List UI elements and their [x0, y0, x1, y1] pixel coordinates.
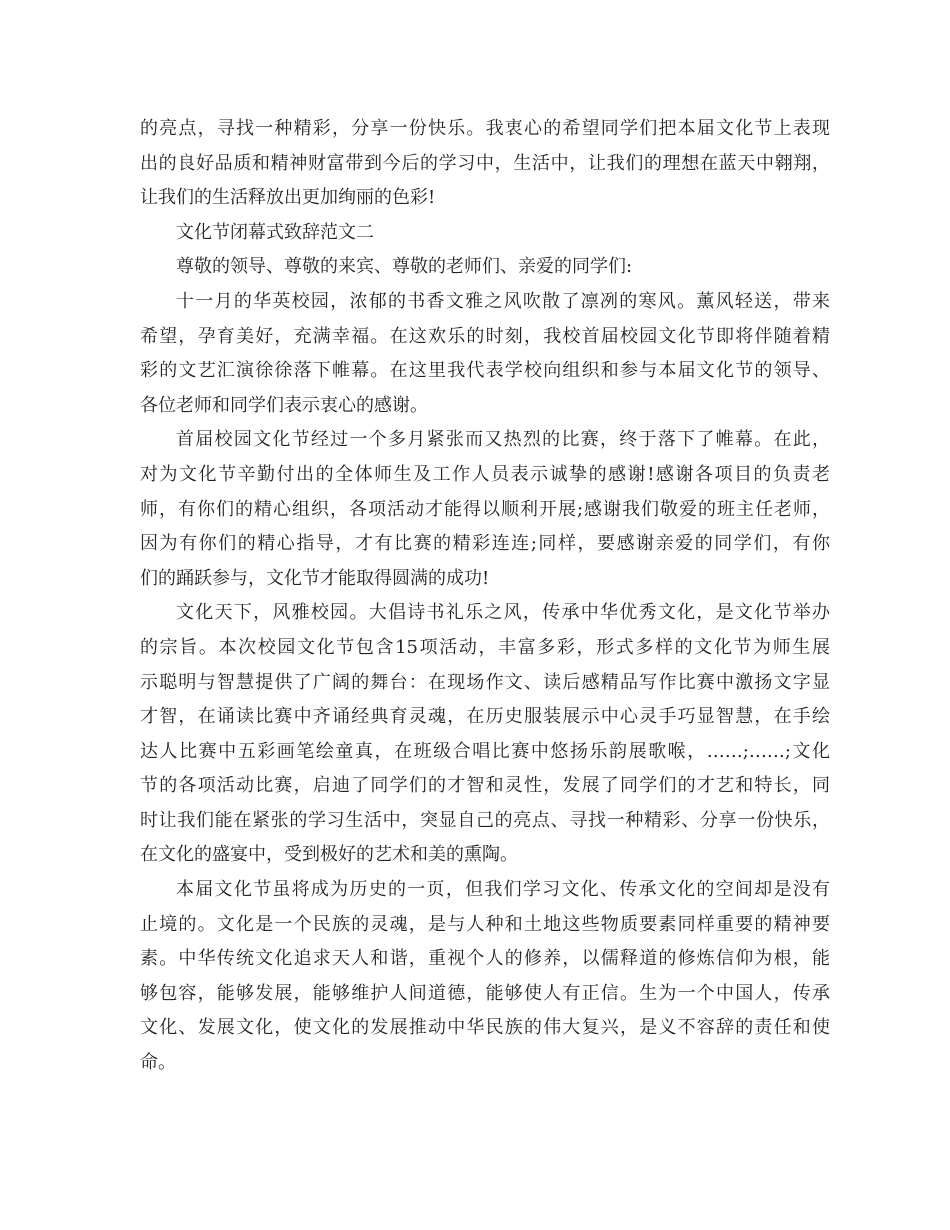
text-line: 师，有你们的精心组织，各项活动才能得以顺利开展;感谢我们敬爱的班主任老师，	[140, 498, 830, 520]
text-line: 首届校园文化节经过一个多月紧张而又热烈的比赛，终于落下了帷幕。在此，	[176, 429, 830, 451]
text-line: 素。中华传统文化追求天人和谐，重视个人的修养，以儒释道的修炼信仰为根，能	[140, 948, 830, 970]
text-line: 对为文化节辛勤付出的全体师生及工作人员表示诚挚的感谢!感谢各项目的负责老	[140, 463, 830, 485]
text-line: 本届文化节虽将成为历史的一页，但我们学习文化、传承文化的空间却是没有	[176, 879, 830, 901]
text-line: 十一月的华英校园，浓郁的书香文雅之风吹散了凛冽的寒风。薰风轻送，带来	[176, 290, 830, 312]
text-line: 节的各项活动比赛，启迪了同学们的才智和灵性，发展了同学们的才艺和特长，同	[140, 775, 830, 797]
text-line: 示聪明与智慧提供了广阔的舞台：在现场作文、读后感精品写作比赛中激扬文字显	[140, 671, 830, 693]
text-line: 时让我们能在紧张的学习生活中，突显自己的亮点、寻找一种精彩、分享一份快乐，	[140, 809, 830, 831]
text-line: 尊敬的领导、尊敬的来宾、尊敬的老师们、亲爱的同学们:	[176, 256, 633, 278]
text-line: 文化天下，风雅校园。大倡诗书礼乐之风，传承中华优秀文化，是文化节举办	[176, 602, 830, 624]
text-line: 的宗旨。本次校园文化节包含15项活动，丰富多彩，形式多样的文化节为师生展	[140, 636, 830, 658]
text-line: 彩的文艺汇演徐徐落下帷幕。在这里我代表学校向组织和参与本届文化节的领导、	[140, 360, 830, 382]
text-line: 文化、发展文化，使文化的发展推动中华民族的伟大复兴，是义不容辞的责任和使	[140, 1017, 830, 1039]
text-line: 够包容，能够发展，能够维护人间道德，能够使人有正信。生为一个中国人，传承	[140, 982, 830, 1004]
text-line: 的亮点，寻找一种精彩，分享一份快乐。我衷心的希望同学们把本届文化节上表现	[140, 118, 830, 139]
document-body	[140, 112, 830, 1081]
text-line: 达人比赛中五彩画笔绘童真，在班级合唱比赛中悠扬乐韵展歌喉，……;……;文化	[140, 740, 830, 762]
text-line: 让我们的生活释放出更加绚丽的色彩!	[140, 187, 436, 209]
text-line: 文化节闭幕式致辞范文二	[176, 221, 374, 243]
text-line: 因为有你们的精心指导，才有比赛的精彩连连;同样，要感谢亲爱的同学们，有你	[140, 533, 830, 555]
text-line: 止境的。文化是一个民族的灵魂，是与人种和土地这些物质要素同样重要的精神要	[140, 913, 830, 935]
text-line: 们的踊跃参与，文化节才能取得圆满的成功!	[140, 567, 490, 589]
text-line: 命。	[140, 1052, 176, 1074]
text-line: 希望，孕育美好，充满幸福。在这欢乐的时刻，我校首届校园文化节即将伴随着精	[140, 325, 830, 347]
text-line: 出的良好品质和精神财富带到今后的学习中，生活中，让我们的理想在蓝天中翱翔，	[140, 152, 830, 174]
text-line: 才智，在诵读比赛中齐诵经典育灵魂，在历史服装展示中心灵手巧显智慧，在手绘	[140, 706, 830, 728]
text-line: 各位老师和同学们表示衷心的感谢。	[140, 394, 428, 416]
text-line: 在文化的盛宴中，受到极好的艺术和美的熏陶。	[140, 844, 518, 866]
